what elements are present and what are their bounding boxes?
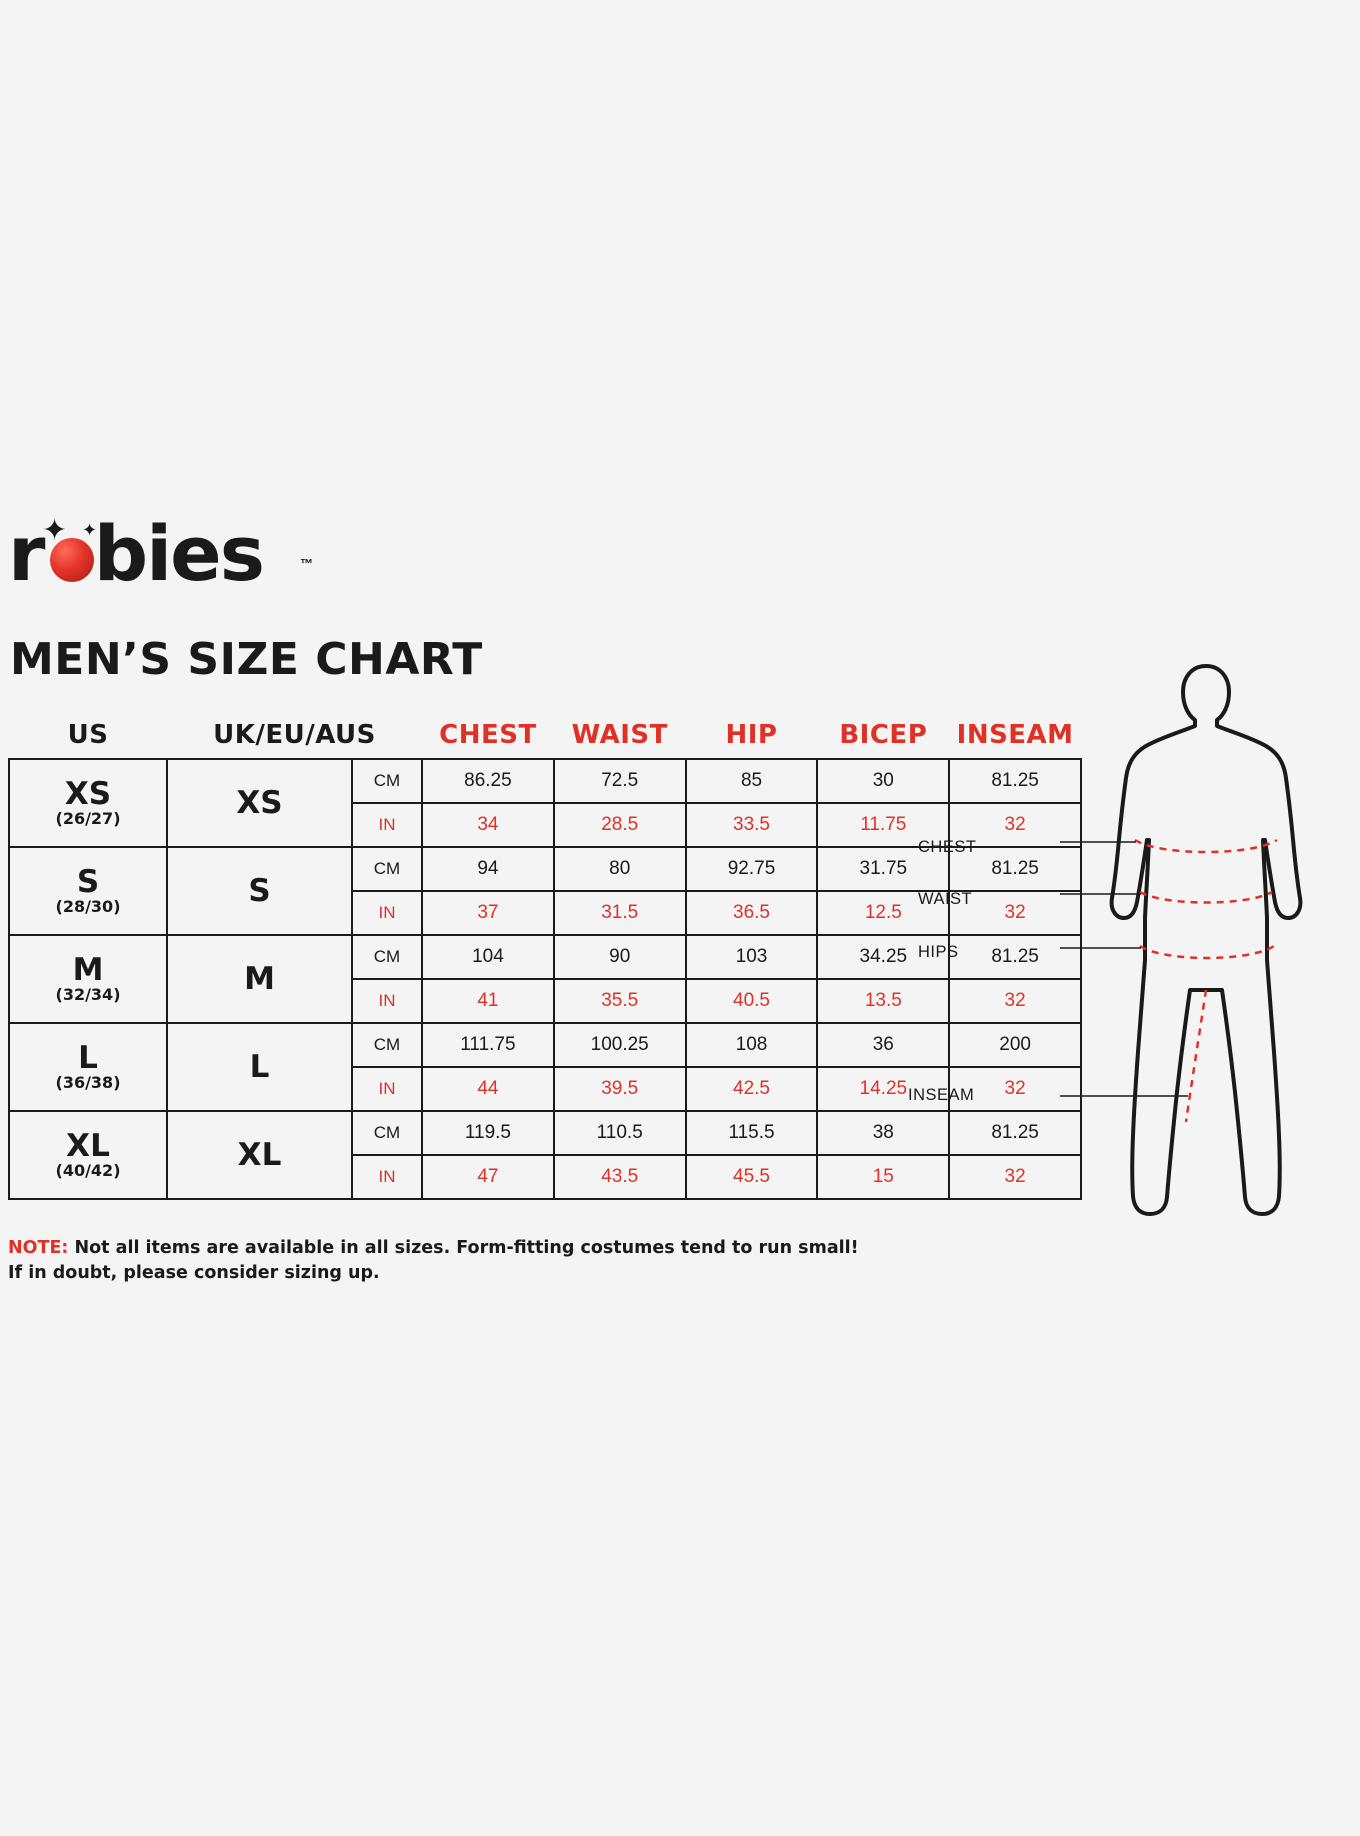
header-bicep: BICEP xyxy=(839,720,928,750)
figure-label-inseam: INSEAM xyxy=(908,1086,975,1104)
cell-waist-cm: 100.25 xyxy=(554,1023,686,1067)
cell-bicep-cm: 36 xyxy=(817,1023,949,1067)
cell-intl-size: XS xyxy=(167,759,352,847)
cell-unit-cm: CM xyxy=(352,759,422,803)
cell-unit-cm: CM xyxy=(352,935,422,979)
cell-us-size: L (36/38) xyxy=(9,1023,167,1111)
cell-chest-in: 37 xyxy=(422,891,554,935)
cell-hip-cm: 85 xyxy=(686,759,818,803)
cell-unit-in: IN xyxy=(352,979,422,1023)
cell-bicep-in: 11.75 xyxy=(817,803,949,847)
cell-bicep-cm: 30 xyxy=(817,759,949,803)
cell-waist-in: 35.5 xyxy=(554,979,686,1023)
cell-intl-size: S xyxy=(167,847,352,935)
cell-unit-in: IN xyxy=(352,1067,422,1111)
cell-intl-size: L xyxy=(167,1023,352,1111)
cell-inseam-cm: 200 xyxy=(949,1023,1081,1067)
table-row xyxy=(9,1111,1081,1155)
cell-us-size: M (32/34) xyxy=(9,935,167,1023)
figure-label-hips: HIPS xyxy=(918,943,959,961)
header-inseam: INSEAM xyxy=(956,720,1074,750)
logo-sparkle-icon: ✦ xyxy=(42,513,66,548)
cell-chest-in: 41 xyxy=(422,979,554,1023)
body-outline-icon xyxy=(1060,660,1352,1220)
cell-hip-cm: 108 xyxy=(686,1023,818,1067)
cell-inseam-cm: 81.25 xyxy=(949,935,1081,979)
cell-hip-cm: 103 xyxy=(686,935,818,979)
cell-chest-cm: 94 xyxy=(422,847,554,891)
cell-bicep-cm: 38 xyxy=(817,1111,949,1155)
cell-intl-size: XL xyxy=(167,1111,352,1199)
brand-wordmark: r bies ✦ ✦ xyxy=(8,509,263,598)
cell-inseam-in: 32 xyxy=(949,1155,1081,1199)
cell-unit-in: IN xyxy=(352,803,422,847)
cell-inseam-cm: 81.25 xyxy=(949,1111,1081,1155)
cell-hip-cm: 115.5 xyxy=(686,1111,818,1155)
cell-chest-in: 44 xyxy=(422,1067,554,1111)
cell-hip-in: 40.5 xyxy=(686,979,818,1023)
header-waist: WAIST xyxy=(571,720,668,750)
table-header-row xyxy=(9,720,1081,759)
cell-unit-cm: CM xyxy=(352,1111,422,1155)
cell-waist-in: 43.5 xyxy=(554,1155,686,1199)
cell-bicep-cm: 34.25 xyxy=(817,935,949,979)
brand-logo xyxy=(8,509,328,598)
cell-bicep-in: 14.25 xyxy=(817,1067,949,1111)
note-text-2: If in doubt, please consider sizing up. xyxy=(8,1263,380,1284)
cell-bicep-in: 15 xyxy=(817,1155,949,1199)
note-label: NOTE: xyxy=(8,1238,69,1258)
logo-sparkle-small-icon: ✦ xyxy=(82,520,96,541)
cell-chest-cm: 111.75 xyxy=(422,1023,554,1067)
cell-bicep-cm: 31.75 xyxy=(817,847,949,891)
header-hip: HIP xyxy=(725,720,778,750)
cell-unit-in: IN xyxy=(352,1155,422,1199)
note-text-1: Not all items are available in all sizes. Form-fitting costumes tend to run small! xyxy=(68,1238,859,1258)
cell-us-size: XL (40/42) xyxy=(9,1111,167,1199)
note-block xyxy=(8,1236,908,1287)
cell-waist-in: 28.5 xyxy=(554,803,686,847)
cell-waist-cm: 80 xyxy=(554,847,686,891)
cell-hip-in: 36.5 xyxy=(686,891,818,935)
header-chest: CHEST xyxy=(439,720,537,750)
cell-us-size: S (28/30) xyxy=(9,847,167,935)
trademark-symbol: ™ xyxy=(300,556,313,571)
cell-chest-in: 47 xyxy=(422,1155,554,1199)
note-line-1 xyxy=(8,1236,908,1261)
cell-unit-in: IN xyxy=(352,891,422,935)
cell-inseam-cm: 81.25 xyxy=(949,759,1081,803)
cell-hip-cm: 92.75 xyxy=(686,847,818,891)
page-title: MEN’S SIZE CHART xyxy=(10,634,483,685)
cell-unit-cm: CM xyxy=(352,1023,422,1067)
cell-waist-cm: 110.5 xyxy=(554,1111,686,1155)
cell-waist-in: 39.5 xyxy=(554,1067,686,1111)
table-row xyxy=(9,759,1081,803)
header-us: US xyxy=(67,720,109,750)
cell-waist-cm: 72.5 xyxy=(554,759,686,803)
cell-waist-in: 31.5 xyxy=(554,891,686,935)
cell-chest-cm: 104 xyxy=(422,935,554,979)
cell-intl-size: M xyxy=(167,935,352,1023)
cell-hip-in: 33.5 xyxy=(686,803,818,847)
figure-label-chest: CHEST xyxy=(918,838,977,856)
header-intl: UK/EU/AUS xyxy=(213,720,376,750)
cell-chest-cm: 86.25 xyxy=(422,759,554,803)
cell-bicep-in: 13.5 xyxy=(817,979,949,1023)
cell-hip-in: 42.5 xyxy=(686,1067,818,1111)
cell-chest-in: 34 xyxy=(422,803,554,847)
cell-inseam-in: 32 xyxy=(949,891,1081,935)
table-row xyxy=(9,1023,1081,1067)
cell-bicep-in: 12.5 xyxy=(817,891,949,935)
cell-inseam-in: 32 xyxy=(949,803,1081,847)
cell-us-size: XS (26/27) xyxy=(9,759,167,847)
cell-inseam-cm: 81.25 xyxy=(949,847,1081,891)
cell-waist-cm: 90 xyxy=(554,935,686,979)
cell-chest-cm: 119.5 xyxy=(422,1111,554,1155)
cell-inseam-in: 32 xyxy=(949,1067,1081,1111)
cell-unit-cm: CM xyxy=(352,847,422,891)
cell-hip-in: 45.5 xyxy=(686,1155,818,1199)
cell-inseam-in: 32 xyxy=(949,979,1081,1023)
figure-label-waist: WAIST xyxy=(918,890,973,908)
